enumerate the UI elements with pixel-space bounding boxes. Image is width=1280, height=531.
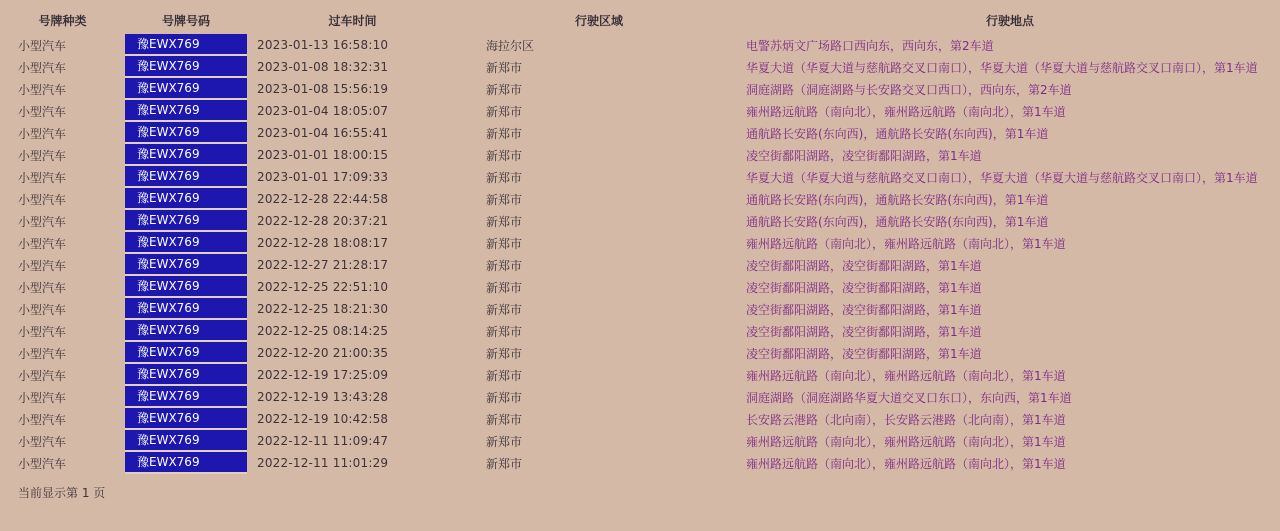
plate-number-cell bbox=[125, 342, 247, 364]
driving-location-link[interactable]: 凌空街鄱阳湖路，凌空街鄱阳湖路，第1车道 bbox=[746, 324, 982, 339]
plate-number-badge[interactable]: 豫EWX769 bbox=[125, 364, 247, 386]
pass-time-cell: 2022-12-28 20:37:21 bbox=[257, 214, 389, 228]
records-body bbox=[0, 34, 1280, 474]
pass-time-cell: 2022-12-25 22:51:10 bbox=[257, 280, 389, 294]
table-row bbox=[0, 298, 1280, 320]
plate-number-badge[interactable]: 豫EWX769 bbox=[125, 56, 247, 78]
plate-number-cell bbox=[125, 78, 247, 100]
driving-location-link[interactable]: 长安路云港路（北向南），长安路云港路（北向南），第1车道 bbox=[746, 412, 1066, 427]
plate-number-cell bbox=[125, 386, 247, 408]
driving-region-cell: 新郑市 bbox=[486, 324, 523, 339]
driving-region-cell: 新郑市 bbox=[486, 258, 523, 273]
vehicle-type-cell: 小型汽车 bbox=[18, 280, 67, 295]
plate-number-badge[interactable]: 豫EWX769 bbox=[125, 430, 247, 452]
plate-number-badge[interactable]: 豫EWX769 bbox=[125, 342, 247, 364]
plate-number-cell bbox=[125, 56, 247, 78]
table-row bbox=[0, 166, 1280, 188]
table-row bbox=[0, 254, 1280, 276]
pass-time-cell: 2023-01-01 18:00:15 bbox=[257, 148, 389, 162]
driving-region-cell: 新郑市 bbox=[486, 148, 523, 163]
driving-region-cell: 新郑市 bbox=[486, 170, 523, 185]
driving-location-cell bbox=[740, 408, 1280, 430]
driving-location-link[interactable]: 洞庭湖路（洞庭湖路华夏大道交叉口东口），东向西，第1车道 bbox=[746, 390, 1072, 405]
driving-location-link[interactable]: 凌空街鄱阳湖路，凌空街鄱阳湖路，第1车道 bbox=[746, 280, 982, 295]
driving-location-cell bbox=[740, 254, 1280, 276]
driving-location-cell bbox=[740, 232, 1280, 254]
pass-time-cell: 2022-12-19 10:42:58 bbox=[257, 412, 389, 426]
column-header-pass-time: 过车时间 bbox=[328, 13, 377, 28]
plate-number-cell bbox=[125, 276, 247, 298]
vehicle-type-cell: 小型汽车 bbox=[18, 214, 67, 229]
pass-time-cell: 2022-12-11 11:09:47 bbox=[257, 434, 389, 448]
vehicle-type-cell: 小型汽车 bbox=[18, 346, 67, 361]
pass-time-cell: 2023-01-01 17:09:33 bbox=[257, 170, 389, 184]
vehicle-type-cell: 小型汽车 bbox=[18, 192, 67, 207]
plate-number-cell bbox=[125, 34, 247, 56]
driving-region-cell: 新郑市 bbox=[486, 214, 523, 229]
driving-region-cell: 新郑市 bbox=[486, 126, 523, 141]
vehicle-type-cell: 小型汽车 bbox=[18, 148, 67, 163]
driving-location-link[interactable]: 凌空街鄱阳湖路，凌空街鄱阳湖路，第1车道 bbox=[746, 346, 982, 361]
driving-region-cell: 海拉尔区 bbox=[486, 38, 535, 53]
table-row bbox=[0, 232, 1280, 254]
driving-location-link[interactable]: 雍州路远航路（南向北），雍州路远航路（南向北），第1车道 bbox=[746, 368, 1066, 383]
vehicle-type-cell: 小型汽车 bbox=[18, 456, 67, 471]
pass-time-cell: 2022-12-11 11:01:29 bbox=[257, 456, 389, 470]
plate-number-cell bbox=[125, 210, 247, 232]
table-row bbox=[0, 122, 1280, 144]
plate-number-cell bbox=[125, 430, 247, 452]
plate-number-badge[interactable]: 豫EWX769 bbox=[125, 34, 247, 56]
plate-number-badge[interactable]: 豫EWX769 bbox=[125, 166, 247, 188]
driving-location-cell bbox=[740, 430, 1280, 452]
driving-location-cell bbox=[740, 298, 1280, 320]
pass-time-cell: 2022-12-28 18:08:17 bbox=[257, 236, 389, 250]
driving-location-cell bbox=[740, 386, 1280, 408]
driving-location-link[interactable]: 华夏大道（华夏大道与慈航路交叉口南口），华夏大道（华夏大道与慈航路交叉口南口），第1车道 bbox=[746, 170, 1258, 185]
plate-number-cell bbox=[125, 452, 247, 474]
pass-time-cell: 2022-12-25 08:14:25 bbox=[257, 324, 389, 338]
driving-location-cell bbox=[740, 452, 1280, 474]
column-header-plate-type: 号牌种类 bbox=[38, 13, 87, 28]
plate-number-badge[interactable]: 豫EWX769 bbox=[125, 144, 247, 166]
vehicle-type-cell: 小型汽车 bbox=[18, 126, 67, 141]
plate-number-cell bbox=[125, 144, 247, 166]
vehicle-type-cell: 小型汽车 bbox=[18, 412, 67, 427]
driving-region-cell: 新郑市 bbox=[486, 280, 523, 295]
driving-region-cell: 新郑市 bbox=[486, 368, 523, 383]
driving-region-cell: 新郑市 bbox=[486, 390, 523, 405]
plate-number-cell bbox=[125, 364, 247, 386]
driving-region-cell: 新郑市 bbox=[486, 192, 523, 207]
driving-region-cell: 新郑市 bbox=[486, 104, 523, 119]
plate-number-cell bbox=[125, 232, 247, 254]
driving-location-link[interactable]: 雍州路远航路（南向北），雍州路远航路（南向北），第1车道 bbox=[746, 456, 1066, 471]
pass-time-cell: 2023-01-04 18:05:07 bbox=[257, 104, 389, 118]
table-row bbox=[0, 386, 1280, 408]
driving-location-link[interactable]: 雍州路远航路（南向北），雍州路远航路（南向北），第1车道 bbox=[746, 104, 1066, 119]
table-row bbox=[0, 188, 1280, 210]
plate-number-cell bbox=[125, 122, 247, 144]
driving-region-cell: 新郑市 bbox=[486, 434, 523, 449]
vehicle-type-cell: 小型汽车 bbox=[18, 104, 67, 119]
driving-location-link[interactable]: 雍州路远航路（南向北），雍州路远航路（南向北），第1车道 bbox=[746, 236, 1066, 251]
vehicle-type-cell: 小型汽车 bbox=[18, 258, 67, 273]
driving-location-cell bbox=[740, 144, 1280, 166]
plate-number-badge[interactable]: 豫EWX769 bbox=[125, 188, 247, 210]
table-row bbox=[0, 210, 1280, 232]
driving-region-cell: 新郑市 bbox=[486, 82, 523, 97]
driving-location-cell bbox=[740, 78, 1280, 100]
driving-location-link[interactable]: 凌空街鄱阳湖路，凌空街鄱阳湖路，第1车道 bbox=[746, 258, 982, 273]
plate-number-badge[interactable]: 豫EWX769 bbox=[125, 276, 247, 298]
driving-location-cell bbox=[740, 364, 1280, 386]
table-row bbox=[0, 430, 1280, 452]
driving-location-cell bbox=[740, 342, 1280, 364]
plate-number-badge[interactable]: 豫EWX769 bbox=[125, 232, 247, 254]
plate-number-cell bbox=[125, 254, 247, 276]
table-header-row bbox=[0, 6, 1280, 34]
plate-number-cell bbox=[125, 298, 247, 320]
vehicle-type-cell: 小型汽车 bbox=[18, 60, 67, 75]
driving-location-link[interactable]: 通航路长安路(东向西)，通航路长安路(东向西)，第1车道 bbox=[746, 192, 1049, 207]
table-row bbox=[0, 320, 1280, 342]
plate-number-badge[interactable]: 豫EWX769 bbox=[125, 254, 247, 276]
plate-number-badge[interactable]: 豫EWX769 bbox=[125, 408, 247, 430]
pass-time-cell: 2022-12-28 22:44:58 bbox=[257, 192, 389, 206]
table-row bbox=[0, 276, 1280, 298]
driving-location-cell bbox=[740, 166, 1280, 188]
vehicle-type-cell: 小型汽车 bbox=[18, 368, 67, 383]
driving-location-cell bbox=[740, 56, 1280, 78]
pagination-status: 当前显示第 1 页 bbox=[18, 486, 106, 500]
driving-location-cell bbox=[740, 210, 1280, 232]
driving-location-cell bbox=[740, 320, 1280, 342]
plate-number-cell bbox=[125, 320, 247, 342]
vehicle-type-cell: 小型汽车 bbox=[18, 390, 67, 405]
driving-location-cell bbox=[740, 100, 1280, 122]
vehicle-type-cell: 小型汽车 bbox=[18, 236, 67, 251]
table-row bbox=[0, 100, 1280, 122]
vehicle-type-cell: 小型汽车 bbox=[18, 302, 67, 317]
vehicle-type-cell: 小型汽车 bbox=[18, 38, 67, 53]
driving-region-cell: 新郑市 bbox=[486, 302, 523, 317]
driving-region-cell: 新郑市 bbox=[486, 236, 523, 251]
driving-location-link[interactable]: 华夏大道（华夏大道与慈航路交叉口南口），华夏大道（华夏大道与慈航路交叉口南口），第1车道 bbox=[746, 60, 1258, 75]
plate-number-cell bbox=[125, 188, 247, 210]
vehicle-type-cell: 小型汽车 bbox=[18, 434, 67, 449]
column-header-plate-number: 号牌号码 bbox=[161, 13, 210, 28]
column-header-driving-region: 行驶区域 bbox=[574, 13, 623, 28]
plate-number-badge[interactable]: 豫EWX769 bbox=[125, 210, 247, 232]
driving-location-link[interactable]: 凌空街鄱阳湖路，凌空街鄱阳湖路，第1车道 bbox=[746, 302, 982, 317]
driving-location-link[interactable]: 通航路长安路(东向西)，通航路长安路(东向西)，第1车道 bbox=[746, 214, 1049, 229]
plate-number-badge[interactable]: 豫EWX769 bbox=[125, 320, 247, 342]
driving-location-link[interactable]: 电警苏炳文广场路口西向东，西向东，第2车道 bbox=[746, 38, 994, 53]
plate-number-badge[interactable]: 豫EWX769 bbox=[125, 78, 247, 100]
driving-region-cell: 新郑市 bbox=[486, 346, 523, 361]
column-header-driving-location: 行驶地点 bbox=[985, 13, 1034, 28]
plate-number-badge[interactable]: 豫EWX769 bbox=[125, 452, 247, 474]
pass-time-cell: 2022-12-25 18:21:30 bbox=[257, 302, 389, 316]
plate-number-badge[interactable]: 豫EWX769 bbox=[125, 386, 247, 408]
table-row bbox=[0, 342, 1280, 364]
pass-time-cell: 2022-12-27 21:28:17 bbox=[257, 258, 389, 272]
table-row bbox=[0, 144, 1280, 166]
driving-location-link[interactable]: 雍州路远航路（南向北），雍州路远航路（南向北），第1车道 bbox=[746, 434, 1066, 449]
plate-number-badge[interactable]: 豫EWX769 bbox=[125, 298, 247, 320]
pass-time-cell: 2023-01-08 18:32:31 bbox=[257, 60, 389, 74]
driving-region-cell: 新郑市 bbox=[486, 60, 523, 75]
plate-number-badge[interactable]: 豫EWX769 bbox=[125, 122, 247, 144]
vehicle-type-cell: 小型汽车 bbox=[18, 82, 67, 97]
driving-location-link[interactable]: 洞庭湖路（洞庭湖路与长安路交叉口西口），西向东，第2车道 bbox=[746, 82, 1072, 97]
driving-region-cell: 新郑市 bbox=[486, 412, 523, 427]
pass-time-cell: 2022-12-19 17:25:09 bbox=[257, 368, 389, 382]
vehicle-type-cell: 小型汽车 bbox=[18, 324, 67, 339]
table-row bbox=[0, 364, 1280, 386]
pass-time-cell: 2022-12-20 21:00:35 bbox=[257, 346, 389, 360]
plate-number-cell bbox=[125, 100, 247, 122]
pass-time-cell: 2022-12-19 13:43:28 bbox=[257, 390, 389, 404]
table-row bbox=[0, 452, 1280, 474]
driving-location-cell bbox=[740, 276, 1280, 298]
pass-time-cell: 2023-01-04 16:55:41 bbox=[257, 126, 389, 140]
table-row bbox=[0, 408, 1280, 430]
driving-location-link[interactable]: 通航路长安路(东向西)，通航路长安路(东向西)，第1车道 bbox=[746, 126, 1049, 141]
driving-location-cell bbox=[740, 188, 1280, 210]
pass-time-cell: 2023-01-13 16:58:10 bbox=[257, 38, 389, 52]
driving-location-link[interactable]: 凌空街鄱阳湖路，凌空街鄱阳湖路，第1车道 bbox=[746, 148, 982, 163]
plate-number-cell bbox=[125, 166, 247, 188]
driving-location-cell bbox=[740, 122, 1280, 144]
plate-number-cell bbox=[125, 408, 247, 430]
table-row bbox=[0, 56, 1280, 78]
driving-region-cell: 新郑市 bbox=[486, 456, 523, 471]
plate-number-badge[interactable]: 豫EWX769 bbox=[125, 100, 247, 122]
table-row bbox=[0, 78, 1280, 100]
table-row bbox=[0, 34, 1280, 56]
vehicle-pass-records-table bbox=[0, 6, 1280, 474]
driving-location-cell bbox=[740, 34, 1280, 56]
pass-time-cell: 2023-01-08 15:56:19 bbox=[257, 82, 389, 96]
vehicle-type-cell: 小型汽车 bbox=[18, 170, 67, 185]
